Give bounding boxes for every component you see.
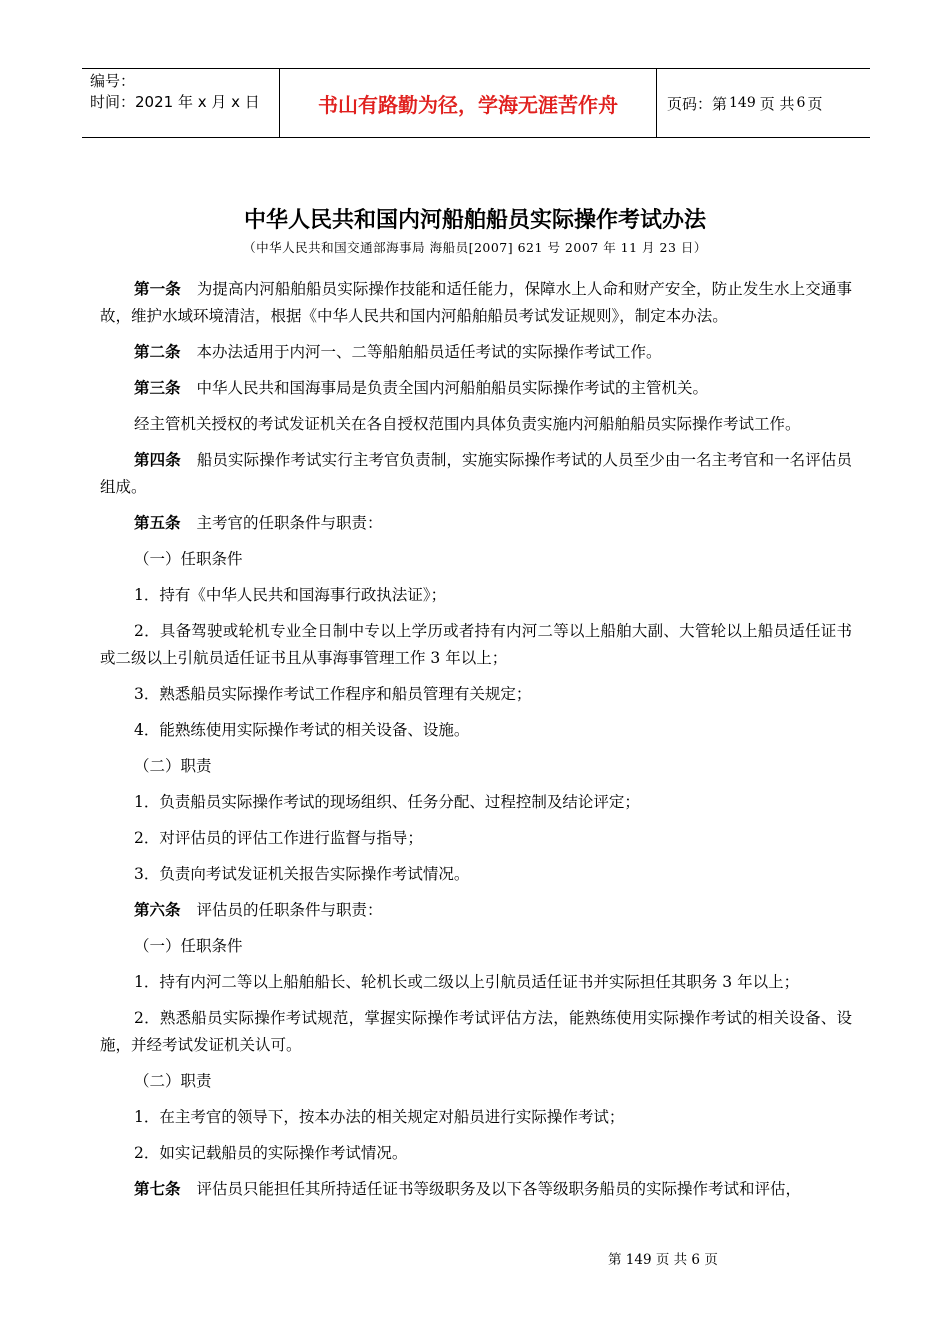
page-label: 页码：第 <box>667 94 728 113</box>
paragraph-text: （二）职责 <box>134 757 212 775</box>
paragraph <box>100 447 852 501</box>
paragraph-text: 1．在主考官的领导下，按本办法的相关规定对船员进行实际操作考试； <box>134 1108 625 1126</box>
header-page-cell <box>657 69 870 137</box>
paragraph <box>100 753 852 780</box>
paragraph <box>100 375 852 402</box>
paragraph-text: （一）任职条件 <box>134 937 243 955</box>
paragraph <box>100 717 852 744</box>
paragraph <box>100 411 852 438</box>
paragraph-text: 3．熟悉船员实际操作考试工作程序和船员管理有关规定； <box>134 685 532 703</box>
paragraph <box>100 825 852 852</box>
paragraph-text: 1．持有《中华人民共和国海事行政执法证》； <box>134 586 447 604</box>
paragraph-text: 本办法适用于内河一、二等船舶船员适任考试的实际操作考试工作。 <box>196 343 662 361</box>
paragraph-text: 2．如实记载船员的实际操作考试情况。 <box>134 1144 408 1162</box>
paragraph-text: （一）任职条件 <box>134 550 243 568</box>
paragraph-text: 1．持有内河二等以上船舶船长、轮机长或二级以上引航员适任证书并实际担任其职务 3 年以上； <box>134 973 800 991</box>
paragraph <box>100 897 852 924</box>
paragraph <box>100 339 852 366</box>
paragraph-text: 中华人民共和国海事局是负责全国内河船舶船员实际操作考试的主管机关。 <box>196 379 709 397</box>
article-number: 第六条 <box>134 901 181 919</box>
paragraph-text: 评估员的任职条件与职责： <box>196 901 383 919</box>
article-number: 第七条 <box>134 1180 181 1198</box>
paragraph-text: 船员实际操作考试实行主考官负责制，实施实际操作考试的人员至少由一名主考官和一名评估员组成。 <box>100 451 852 496</box>
article-number: 第二条 <box>134 343 181 361</box>
paragraph-text: 1．负责船员实际操作考试的现场组织、任务分配、过程控制及结论评定； <box>134 793 640 811</box>
paragraph <box>100 861 852 888</box>
document-body <box>100 276 852 1212</box>
article-number: 第三条 <box>134 379 181 397</box>
header-motto: 书山有路勤为径，学海无涯苦作舟 <box>280 69 657 137</box>
code-label: 编号： <box>90 72 136 90</box>
paragraph-text: 2．对评估员的评估工作进行监督与指导； <box>134 829 423 847</box>
paragraph <box>100 546 852 573</box>
paragraph-text: 主考官的任职条件与职责： <box>196 514 383 532</box>
paragraph-text: 评估员只能担任其所持适任证书等级职务及以下各等级职务船员的实际操作考试和评估， <box>196 1180 802 1198</box>
paragraph <box>100 681 852 708</box>
paragraph <box>100 1068 852 1095</box>
paragraph <box>100 789 852 816</box>
paragraph-text: （二）职责 <box>134 1072 212 1090</box>
document-title: 中华人民共和国内河船舶船员实际操作考试办法 <box>243 208 706 233</box>
paragraph <box>100 933 852 960</box>
paragraph-text: 2．熟悉船员实际操作考试规范，掌握实际操作考试评估方法，能熟练使用实际操作考试的相关设备、设施，并经考试发证机关认可。 <box>100 1009 852 1054</box>
article-number: 第一条 <box>134 280 181 298</box>
paragraph-text: 2．具备驾驶或轮机专业全日制中专以上学历或者持有内河二等以上船舶大副、大管轮以上船员适任证书或二级以上引航员适任证书且从事海事管理工作 3 年以上； <box>100 622 852 667</box>
paragraph <box>100 969 852 996</box>
paragraph <box>100 276 852 330</box>
paragraph-text: 经主管机关授权的考试发证机关在各自授权范围内具体负责实施内河船舶船员实际操作考试工作。 <box>134 415 801 433</box>
article-number: 第四条 <box>134 451 181 469</box>
page-mid: 页 共 <box>759 94 795 113</box>
article-number: 第五条 <box>134 514 181 532</box>
page-end: 页 <box>807 94 823 113</box>
page-footer: 第 149 页 共 6 页 <box>608 1252 718 1268</box>
paragraph <box>100 1005 852 1059</box>
page-total: 6 <box>796 95 806 111</box>
header-table <box>82 68 870 138</box>
document-subtitle: （中华人民共和国交通部海事局 海船员[2007] 621 号 2007 年 11 月 23 日） <box>243 240 707 255</box>
paragraph <box>100 1104 852 1131</box>
page-number: 149 <box>729 95 756 111</box>
paragraph-text: 为提高内河船舶船员实际操作技能和适任能力，保障水上人命和财产安全，防止发生水上交通事故，维护水域环境清洁，根据《中华人民共和国内河船舶船员考试发证规则》，制定本办法。 <box>100 280 852 325</box>
header-info-cell <box>82 69 280 137</box>
paragraph <box>100 618 852 672</box>
paragraph <box>100 1176 852 1203</box>
paragraph <box>100 582 852 609</box>
paragraph <box>100 510 852 537</box>
paragraph-text: 3．负责向考试发证机关报告实际操作考试情况。 <box>134 865 470 883</box>
paragraph-text: 4．能熟练使用实际操作考试的相关设备、设施。 <box>134 721 470 739</box>
paragraph <box>100 1140 852 1167</box>
time-label: 时间：2021 年 x 月 x 日 <box>90 93 260 111</box>
